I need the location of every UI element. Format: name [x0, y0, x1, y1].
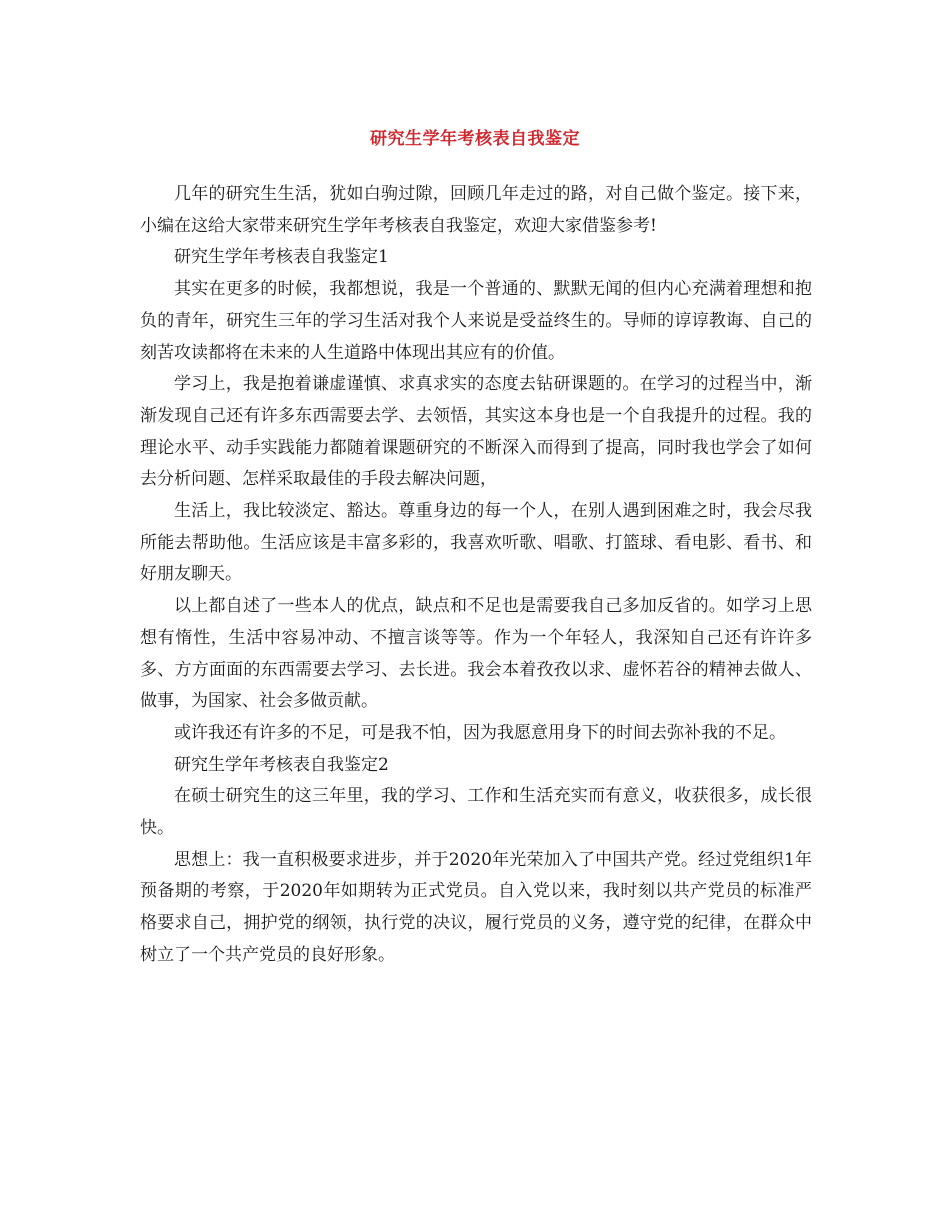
paragraph: 生活上，我比较淡定、豁达。尊重身边的每一个人，在别人遇到困难之时，我会尽我所能去帮助他。生活应该是丰富多彩的，我喜欢听歌、唱歌、打篮球、看电影、看书、和好朋友聊天。	[140, 501, 812, 585]
section-heading-1: 研究生学年考核表自我鉴定1	[174, 247, 389, 268]
paragraph: 学习上，我是抱着谦虚谨慎、求真求实的态度去钻研课题的。在学习的过程当中，渐渐发现自己还有许多东西需要去学、去领悟，其实这本身也是一个自我提升的过程。我的理论水平、动手实践能力都随着课题研究的不断深入而得到了提高，同时我也学会了如何去分析问题、怎样采取最佳的手段去解决问题，	[140, 374, 812, 490]
paragraph: 思想上：我一直积极要求进步，并于2020年光荣加入了中国共产党。经过党组织1年预备期的考察，于2020年如期转为正式党员。自入党以来，我时刻以共产党员的标准严格要求自己，拥护党的纲领，执行党的决议，履行党员的义务，遵守党的纪律，在群众中树立了一个共产党员的良好形象。	[140, 849, 812, 965]
intro-paragraph: 几年的研究生生活，犹如白驹过隙，回顾几年走过的路，对自己做个鉴定。接下来，小编在这给大家带来研究生学年考核表自我鉴定，欢迎大家借鉴参考!	[140, 184, 812, 236]
section-heading-2: 研究生学年考核表自我鉴定2	[174, 754, 389, 775]
paragraph: 或许我还有许多的不足，可是我不怕，因为我愿意用身下的时间去弥补我的不足。	[174, 722, 786, 743]
document-body	[140, 179, 812, 972]
paragraph: 其实在更多的时候，我都想说，我是一个普通的、默默无闻的但内心充满着理想和抱负的青年，研究生三年的学习生活对我个人来说是受益终生的。导师的谆谆教诲、自己的刻苦攻读都将在未来的人生道路中体现出其应有的价值。	[140, 279, 812, 363]
document-title: 研究生学年考核表自我鉴定	[370, 129, 580, 149]
paragraph: 在硕士研究生的这三年里，我的学习、工作和生活充实而有意义，收获很多，成长很快。	[140, 786, 812, 839]
paragraph: 以上都自述了一些本人的优点，缺点和不足也是需要我自己多加反省的。如学习上思想有惰性，生活中容易冲动、不擅言谈等等。作为一个年轻人，我深知自己还有许许多多、方方面面的东西需要去学习、去长进。我会本着孜孜以求、虚怀若谷的精神去做人、做事，为国家、社会多做贡献。	[140, 596, 812, 712]
